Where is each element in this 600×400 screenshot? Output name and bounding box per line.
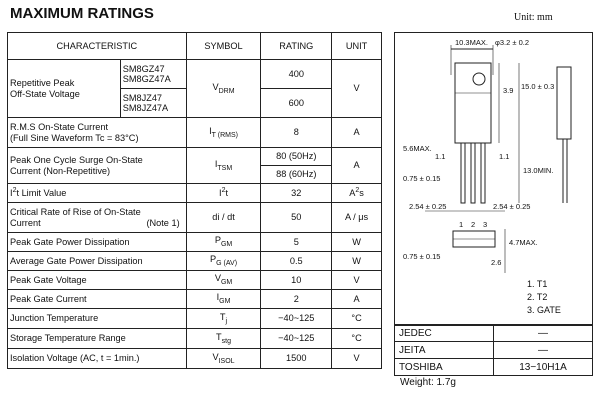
rating-tj: −40~125	[261, 309, 332, 329]
header-row	[8, 33, 382, 60]
header-unit: UNIT	[332, 33, 382, 60]
dim-4-7: 4.7MAX.	[509, 238, 538, 247]
sym-pgm: $P_{GM}$	[186, 233, 261, 252]
char-tstg: Storage Temperature Range	[8, 329, 187, 349]
rating-i2t: 32	[261, 184, 332, 203]
package-body-side	[557, 67, 571, 139]
weight-note: Weight: 1.7g	[400, 377, 456, 388]
char-i2t: $I^2t$ Limit Value	[8, 184, 187, 203]
jedec-label: JEDEC	[395, 325, 494, 342]
rating-itsm-50hz: 80 (50Hz)	[261, 148, 332, 166]
jedec-value: —	[494, 325, 593, 342]
package-drawing-frame	[394, 32, 593, 326]
sym-itsm: $I_{TSM}$	[186, 148, 261, 184]
ratings-table	[7, 32, 382, 369]
dim-1-1-right: 1.1	[499, 152, 510, 161]
unit-note: Unit: mm	[514, 12, 553, 23]
unit-visol: V	[332, 349, 382, 369]
table-row	[8, 329, 382, 349]
rating-itsm-60hz: 88 (60Hz)	[261, 166, 332, 184]
unit-igm: A	[332, 290, 382, 309]
table-row	[8, 184, 382, 203]
rating-didt: 50	[261, 203, 332, 233]
dim-0-75-top: 0.75 ± 0.15	[403, 174, 441, 183]
sym-tstg: $T_{stg}$	[186, 329, 261, 349]
table-row	[8, 290, 382, 309]
models-jz: SM8JZ47 SM8JZ47A	[120, 89, 186, 118]
table-row	[8, 252, 382, 271]
char-visol: Isolation Voltage (AC, t = 1min.)	[8, 349, 187, 369]
rating-it: 8	[261, 118, 332, 148]
header-characteristic: CHARACTERISTIC	[8, 33, 187, 60]
header-symbol: SYMBOL	[186, 33, 261, 60]
sym-i2t: $I^2t$	[186, 184, 261, 203]
dim-1-1-left: 1.1	[435, 152, 446, 161]
char-vgm: Peak Gate Voltage	[8, 271, 187, 290]
sym-vgm: $V_{GM}$	[186, 271, 261, 290]
sym-didt: di / dt	[186, 203, 261, 233]
pin-number-1: 1	[459, 220, 464, 229]
table-row	[8, 60, 382, 89]
jeita-value: —	[494, 342, 593, 359]
unit-itsm: A	[332, 148, 382, 184]
unit-pgm: W	[332, 233, 382, 252]
dim-5-6: 5.6MAX.	[403, 144, 432, 153]
dim-3-9: 3.9	[503, 86, 514, 95]
unit-tstg: °C	[332, 329, 382, 349]
rating-vdrm-400: 400	[261, 60, 332, 89]
table-row	[395, 325, 593, 342]
char-tj: Junction Temperature	[8, 309, 187, 329]
dim-0-75-bottom: 0.75 ± 0.15	[403, 252, 441, 261]
char-didt: Critical Rate of Rise of On-State Current (Note 1)	[8, 203, 187, 233]
table-row	[395, 359, 593, 376]
header-rating: RATING	[261, 33, 332, 60]
package-table	[394, 324, 593, 376]
unit-tj: °C	[332, 309, 382, 329]
mounting-hole	[473, 73, 485, 85]
char-pgm: Peak Gate Power Dissipation	[8, 233, 187, 252]
table-row	[8, 349, 382, 369]
pin-number-3: 3	[483, 220, 488, 229]
table-row	[395, 342, 593, 359]
table-row	[8, 203, 382, 233]
note-1: (Note 1)	[146, 217, 180, 228]
pin-label-gate: 3. GATE	[527, 305, 561, 315]
pin-label-t2: 2. T2	[527, 292, 548, 302]
dim-15-0: 15.0 ± 0.3	[521, 82, 555, 91]
dim-hole: φ3.2 ± 0.2	[495, 38, 529, 47]
pin-label-t1: 1. T1	[527, 279, 548, 289]
toshiba-label: TOSHIBA	[395, 359, 494, 376]
unit-vgm: V	[332, 271, 382, 290]
sym-it: $I_{T (RMS)}$	[186, 118, 261, 148]
rating-pgav: 0.5	[261, 252, 332, 271]
sym-igm: $I_{GM}$	[186, 290, 261, 309]
dim-13-0: 13.0MIN.	[523, 166, 554, 175]
unit-didt: A / μs	[332, 203, 382, 233]
lead-2	[471, 143, 475, 203]
dim-width: 10.3MAX.	[455, 38, 488, 47]
package-body-front	[455, 63, 491, 143]
rating-igm: 2	[261, 290, 332, 309]
sym-tj: $T_j$	[186, 309, 261, 329]
table-row	[8, 118, 382, 148]
unit-it: A	[332, 118, 382, 148]
page-title: MAXIMUM RATINGS	[10, 5, 154, 22]
sym-pgav: $P_{G (AV)}$	[186, 252, 261, 271]
table-row	[8, 233, 382, 252]
dim-pitch-left: 2.54 ± 0.25	[409, 202, 447, 211]
models-gz: SM8GZ47 SM8GZ47A	[120, 60, 186, 89]
sym-vdrm: $V_{DRM}$	[186, 60, 261, 118]
rating-pgm: 5	[261, 233, 332, 252]
rating-tstg: −40~125	[261, 329, 332, 349]
rating-vgm: 10	[261, 271, 332, 290]
pin-number-2: 2	[471, 220, 476, 229]
rating-visol: 1500	[261, 349, 332, 369]
lead-1	[461, 143, 465, 203]
char-pgav: Average Gate Power Dissipation	[8, 252, 187, 271]
table-row	[8, 148, 382, 166]
char-itsm: Peak One Cycle Surge On-State Current (Non-Repetitive)	[8, 148, 187, 184]
lead-3	[481, 143, 485, 203]
unit-pgav: W	[332, 252, 382, 271]
jeita-label: JEITA	[395, 342, 494, 359]
sym-visol: $V_{ISOL}$	[186, 349, 261, 369]
dim-pitch-right: 2.54 ± 0.25	[493, 202, 531, 211]
toshiba-value: 13−10H1A	[494, 359, 593, 376]
package-outline-drawing	[395, 33, 592, 325]
char-igm: Peak Gate Current	[8, 290, 187, 309]
rating-vdrm-600: 600	[261, 89, 332, 118]
char-it: R.M.S On-State Current (Full Sine Waveform Tc = 83°C)	[8, 118, 187, 148]
char-vdrm: Repetitive Peak Off-State Voltage	[8, 60, 121, 118]
dim-2-6: 2.6	[491, 258, 502, 267]
unit-i2t: $A^2s$	[332, 184, 382, 203]
table-row	[8, 271, 382, 290]
table-row	[8, 309, 382, 329]
unit-vdrm: V	[332, 60, 382, 118]
